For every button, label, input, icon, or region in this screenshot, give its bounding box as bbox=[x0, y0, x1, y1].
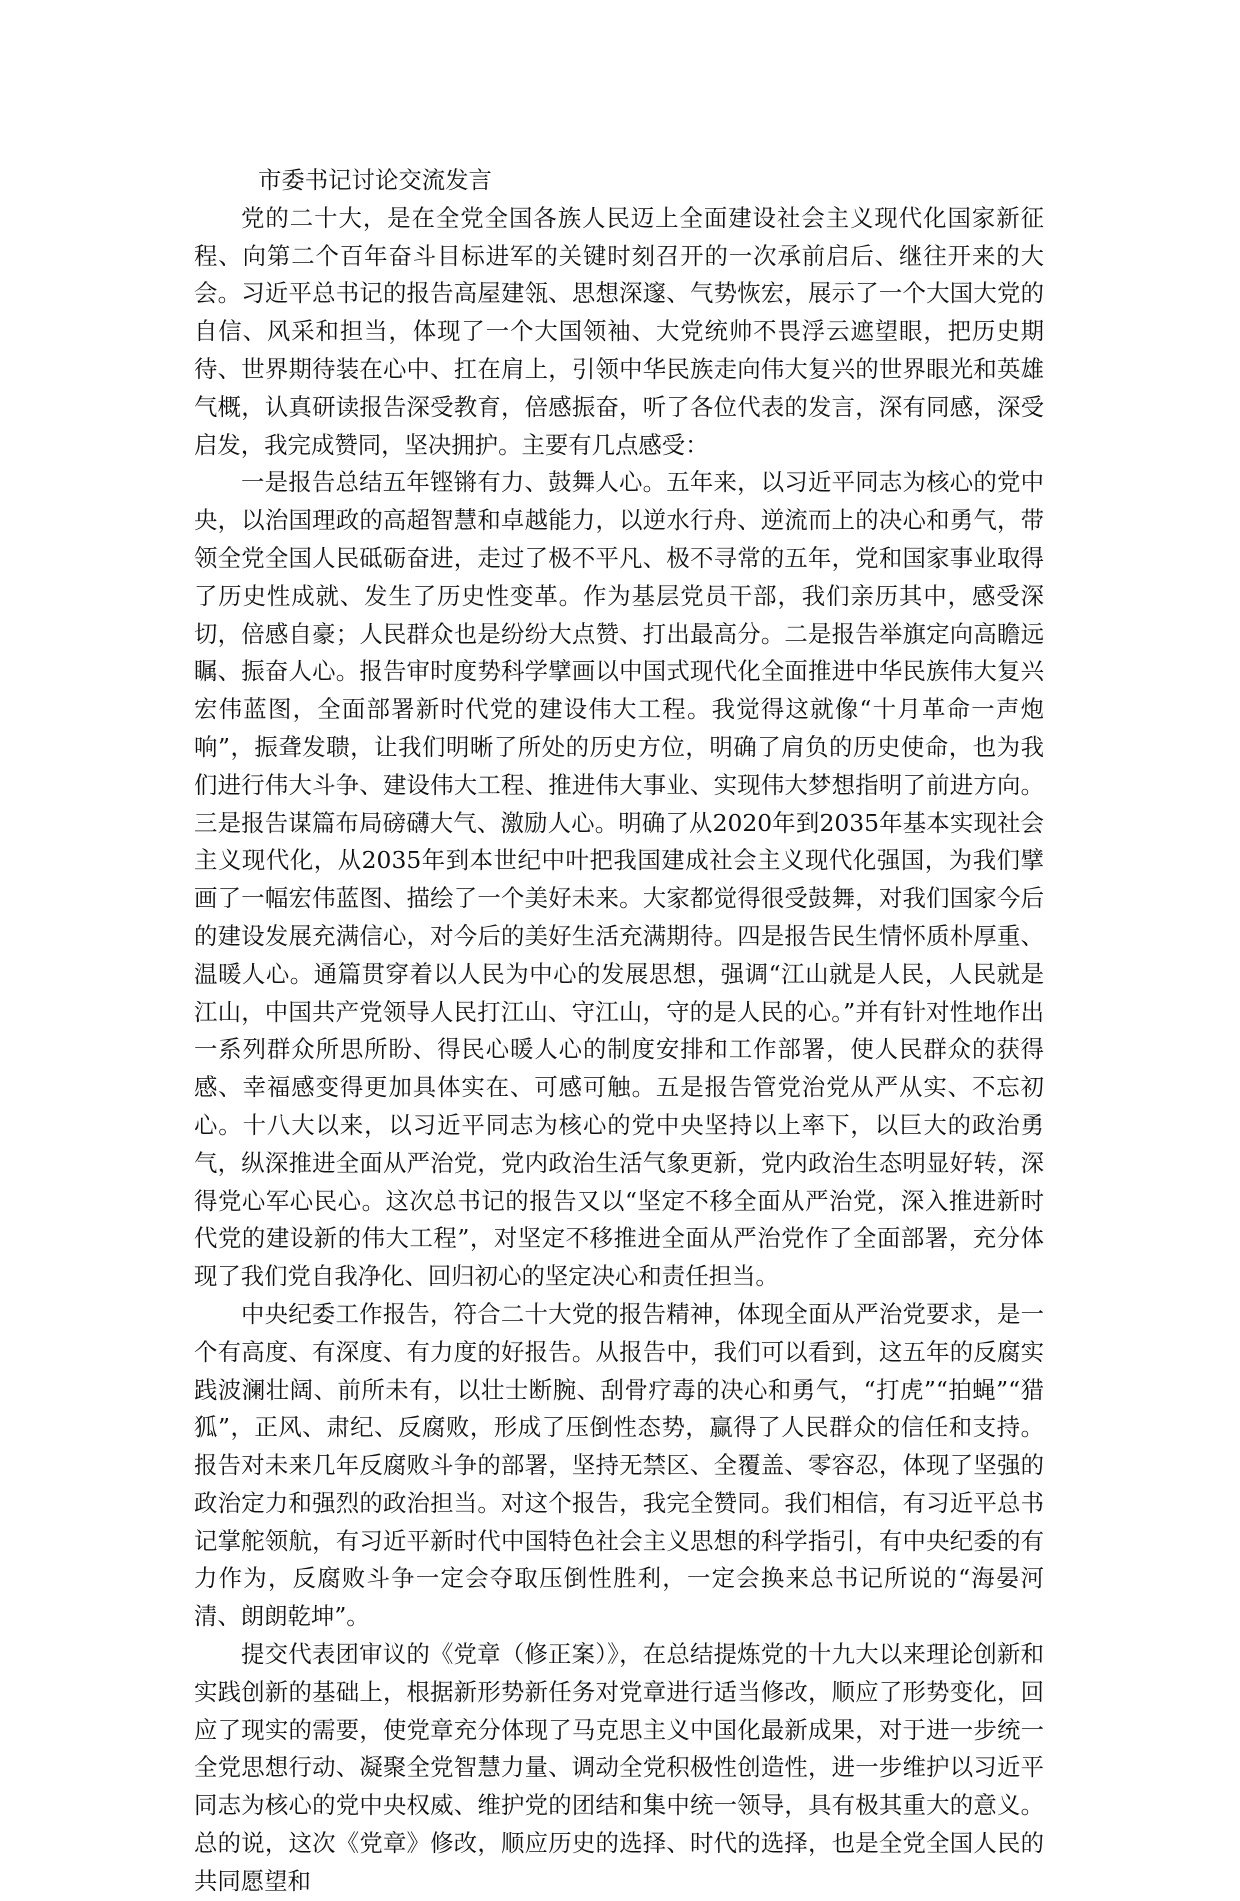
document-title: 市委书记讨论交流发言 bbox=[258, 166, 492, 194]
paragraph: 中央纪委工作报告，符合二十大党的报告精神，体现全面从严治党要求，是一个有高度、有深度、有力度的好报告。从报告中，我们可以看到，这五年的反腐实践波澜壮阔、前所未有，以壮士断腕、刮骨疗毒的决心和勇气，“打虎”“拍蝇”“猎狐”，正风、肃纪、反腐败，形成了压倒性态势，赢得了人民群众的信任和支持。报告对未来几年反腐败斗争的部署，坚持无禁区、全覆盖、零容忍，体现了坚强的政治定力和强烈的政治担当。对这个报告，我完全赞同。我们相信，有习近平总书记掌舵领航，有习近平新时代中国特色社会主义思想的科学指引，有中央纪委的有力作为，反腐败斗争一定会夺取压倒性胜利，一定会换来总书记所说的“海晏河清、朗朗乾坤”。 bbox=[194, 1299, 1044, 1631]
document-body bbox=[194, 162, 1044, 1901]
paragraph: 党的二十大，是在全党全国各族人民迈上全面建设社会主义现代化国家新征程、向第二个百年奋斗目标进军的关键时刻召开的一次承前启后、继往开来的大会。习近平总书记的报告高屋建瓴、思想深邃、气势恢宏，展示了一个大国大党的自信、风采和担当，体现了一个大国领袖、大党统帅不畏浮云遮望眼，把历史期待、世界期待装在心中、扛在肩上，引领中华民族走向伟大复兴的世界眼光和英雄气概，认真研读报告深受教育，倍感振奋，听了各位代表的发言，深有同感，深受启发，我完成赞同，坚决拥护。主要有几点感受： bbox=[194, 203, 1044, 459]
paragraph: 一是报告总结五年铿锵有力、鼓舞人心。五年来，以习近平同志为核心的党中央，以治国理政的高超智慧和卓越能力，以逆水行舟、逆流而上的决心和勇气，带领全党全国人民砥砺奋进，走过了极不平凡、极不寻常的五年，党和国家事业取得了历史性成就、发生了历史性变革。作为基层党员干部，我们亲历其中，感受深切，倍感自豪；人民群众也是纷纷大点赞、打出最高分。二是报告举旗定向高瞻远瞩、振奋人心。报告审时度势科学擘画以中国式现代化全面推进中华民族伟大复兴宏伟蓝图，全面部署新时代党的建设伟大工程。我觉得这就像“十月革命一声炮响”，振聋发聩，让我们明晰了所处的历史方位，明确了肩负的历史使命，也为我们进行伟大斗争、建设伟大工程、推进伟大事业、实现伟大梦想指明了前进方向。三是报告谋篇布局磅礴大气、激励人心。明确了从2020年到2035年基本实现社会主义现代化，从2035年到本世纪中叶把我国建成社会主义现代化强国，为我们擘画了一幅宏伟蓝图、描绘了一个美好未来。大家都觉得很受鼓舞，对我们国家今后的建设发展充满信心，对今后的美好生活充满期待。四是报告民生情怀质朴厚重、温暖人心。通篇贯穿着以人民为中心的发展思想，强调“江山就是人民，人民就是江山，中国共产党领导人民打江山、守江山，守的是人民的心。”并有针对性地作出一系列群众所思所盼、得民心暖人心的制度安排和工作部署，使人民群众的获得感、幸福感变得更加具体实在、可感可触。五是报告管党治党从严从实、不忘初心。十八大以来，以习近平同志为核心的党中央坚持以上率下，以巨大的政治勇气，纵深推进全面从严治党，党内政治生活气象更新，党内政治生态明显好转，深得党心军心民心。这次总书记的报告又以“坚定不移全面从严治党，深入推进新时代党的建设新的伟大工程”，对坚定不移推进全面从严治党作了全面部署，充分体现了我们党自我净化、回归初心的坚定决心和责任担当。 bbox=[194, 468, 1044, 1291]
paragraph: 提交代表团审议的《党章（修正案）》，在总结提炼党的十九大以来理论创新和实践创新的基础上，根据新形势新任务对党章进行适当修改，顺应了形势变化，回应了现实的需要，使党章充分体现了马克思主义中国化最新成果，对于进一步统一全党思想行动、凝聚全党智慧力量、调动全党积极性创造性，进一步维护以习近平同志为核心的党中央权威、维护党的团结和集中统一领导，具有极其重大的意义。总的说，这次《党章》修改，顺应历史的选择、时代的选择，也是全党全国人民的共同愿望和 bbox=[194, 1640, 1044, 1895]
